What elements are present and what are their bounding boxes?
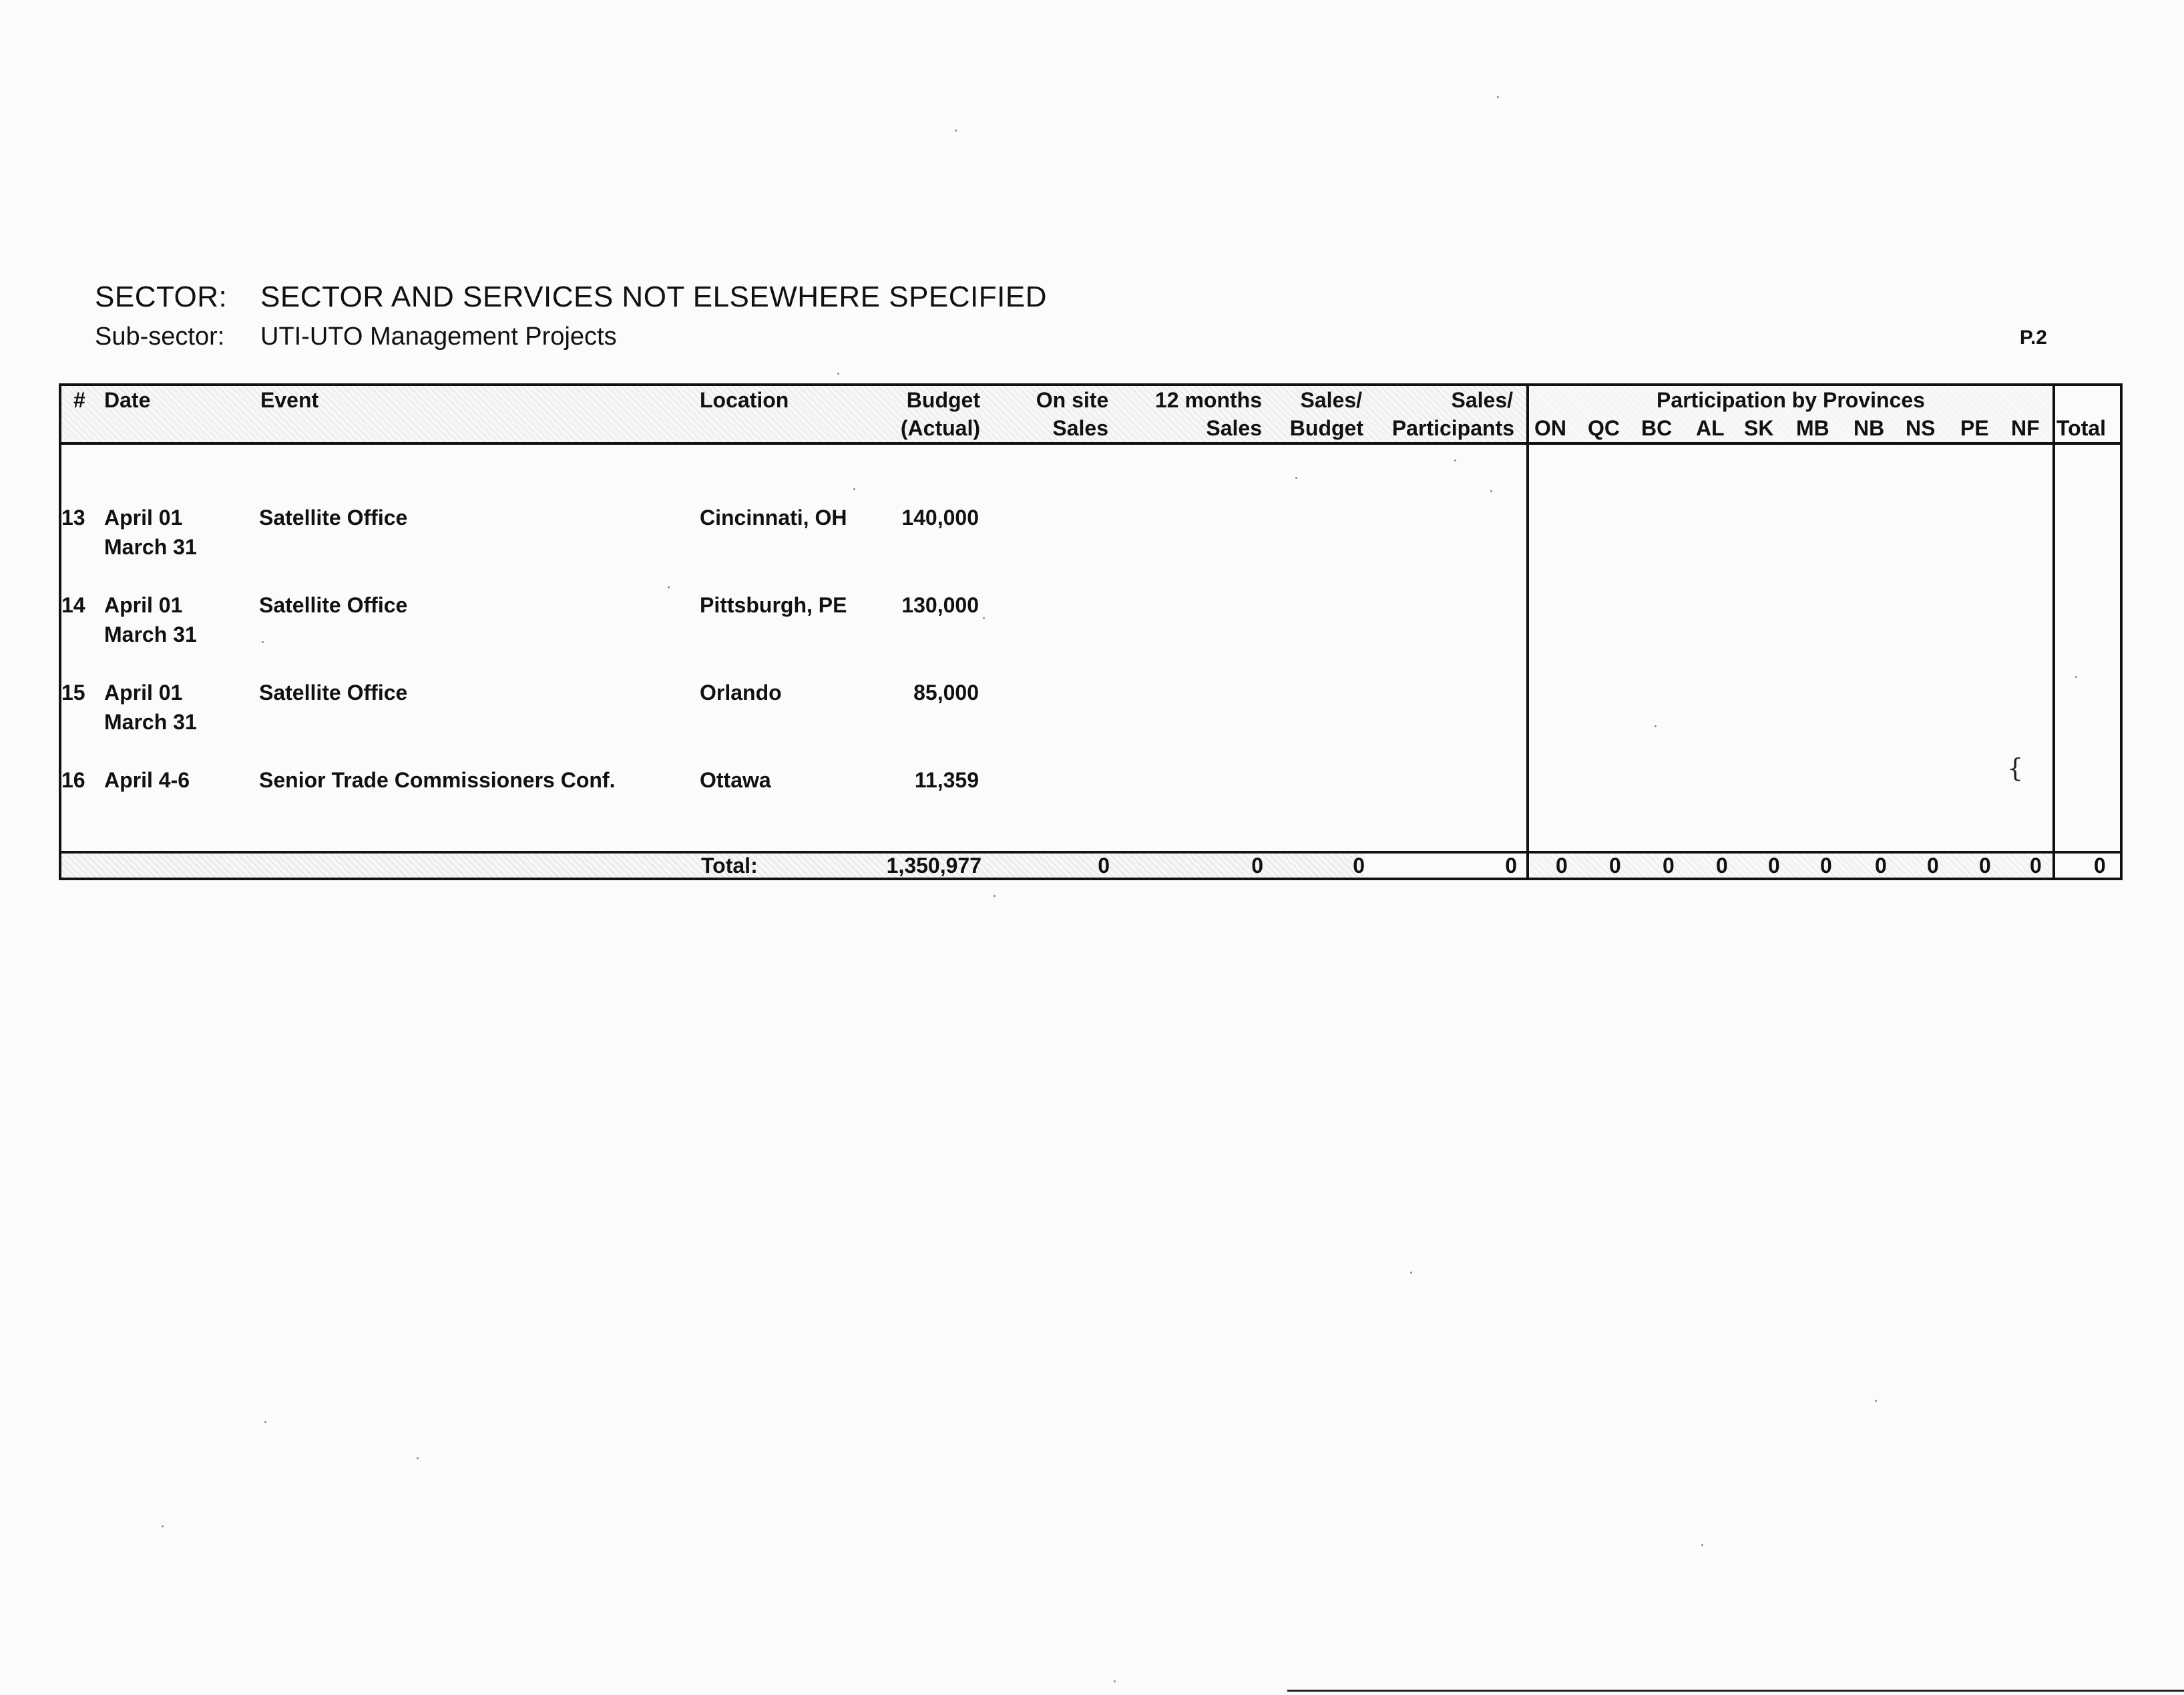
total-province: 0 [1556, 854, 1568, 878]
subsector-label: Sub-sector: [95, 323, 225, 351]
scan-speck [1701, 1544, 1703, 1546]
total-province: 0 [1768, 854, 1780, 878]
scan-speck [417, 1457, 419, 1459]
col-header-total: Total [2056, 416, 2107, 440]
col-header-sales-budget-2: Budget [1289, 416, 1363, 440]
total-province: 0 [1820, 854, 1832, 878]
scan-speck [262, 641, 264, 643]
col-header-12months-sales: Sales [1206, 416, 1262, 440]
row-event: Satellite Office [259, 506, 408, 530]
col-header-sales-participants-2: Participants [1391, 416, 1514, 440]
row-event: Senior Trade Commissioners Conf. [259, 768, 616, 792]
total-sales-participants: 0 [1505, 854, 1517, 878]
row-budget: 130,000 [901, 593, 979, 617]
col-header-province: QC [1588, 416, 1620, 440]
page-number: P.2 [2019, 327, 2047, 349]
grand-total: 0 [2094, 854, 2106, 878]
row-number: 15 [61, 681, 85, 705]
subsector-value: UTI-UTO Management Projects [260, 323, 617, 351]
col-header-province: AL [1696, 416, 1725, 440]
row-event: Satellite Office [259, 593, 408, 617]
col-header-province: SK [1744, 416, 1774, 440]
total-12months-sales: 0 [1251, 854, 1263, 878]
provinces-divider [1526, 383, 1529, 880]
col-header-location: Location [700, 388, 789, 412]
scan-speck [955, 130, 957, 132]
row-date-start: April 4-6 [104, 768, 190, 792]
col-header-event: Event [260, 388, 319, 412]
row-date-start: April 01 [104, 593, 183, 617]
row-budget: 11,359 [914, 768, 979, 792]
scan-speck [668, 586, 670, 588]
sector-heading [95, 280, 1047, 314]
col-header-province: BC [1641, 416, 1673, 440]
col-header-province: ON [1534, 416, 1566, 440]
scan-speck [1875, 1400, 1877, 1402]
sector-value: SECTOR AND SERVICES NOT ELSEWHERE SPECIFIED [260, 280, 1048, 313]
col-header-province: MB [1796, 416, 1829, 440]
row-date-end: March 31 [104, 622, 197, 646]
row-date-start: April 01 [104, 681, 183, 705]
row-location: Pittsburgh, PE [700, 593, 847, 617]
scan-speck [983, 617, 985, 619]
total-onsite-sales: 0 [1098, 854, 1110, 878]
sector-label: SECTOR: [95, 280, 228, 313]
total-province: 0 [1663, 854, 1675, 878]
row-budget: 140,000 [901, 506, 979, 530]
scan-speck [162, 1525, 164, 1527]
scan-speck [994, 895, 996, 897]
scan-speck [1490, 490, 1492, 492]
header-rule [59, 442, 2123, 445]
col-header-sales-participants: Sales/ [1451, 388, 1513, 412]
col-header-province: NS [1906, 416, 1936, 440]
row-number: 13 [61, 506, 85, 530]
row-date-end: March 31 [104, 710, 197, 734]
row-location: Cincinnati, OH [700, 506, 847, 530]
col-header-budget: Budget [906, 388, 980, 412]
scan-speck [2075, 676, 2077, 678]
scan-speck [837, 373, 839, 375]
col-header-province: NB [1853, 416, 1885, 440]
col-header-number: # [73, 388, 85, 412]
subsector-heading [95, 323, 617, 351]
scan-speck [853, 488, 855, 490]
scan-speck [1655, 725, 1657, 727]
row-date-start: April 01 [104, 506, 183, 530]
total-province: 0 [1875, 854, 1887, 878]
handwritten-mark: { [2007, 753, 2024, 783]
col-header-12months: 12 months [1154, 388, 1262, 412]
col-header-sales-budget: Sales/ [1300, 388, 1362, 412]
total-province: 0 [1716, 854, 1728, 878]
scan-speck [1410, 1272, 1412, 1274]
total-sales-budget: 0 [1353, 854, 1365, 878]
data-table [59, 383, 2123, 880]
scan-speck [1497, 96, 1499, 98]
total-column-divider [2052, 383, 2055, 880]
total-budget: 1,350,977 [886, 854, 981, 878]
total-label: Total: [701, 854, 758, 878]
col-header-participation: Participation by Provinces [1657, 388, 1925, 412]
bottom-edge-line [1287, 1690, 2184, 1692]
total-province: 0 [2030, 854, 2042, 878]
total-province: 0 [1927, 854, 1939, 878]
col-header-date: Date [104, 388, 151, 412]
col-header-province: NF [2011, 416, 2040, 440]
col-header-budget-actual: (Actual) [900, 416, 980, 440]
col-header-province: PE [1960, 416, 1989, 440]
scan-speck [1454, 459, 1456, 461]
col-header-onsite-sales: Sales [1052, 416, 1108, 440]
row-number: 14 [61, 593, 85, 617]
row-location: Ottawa [700, 768, 771, 792]
row-budget: 85,000 [913, 681, 979, 705]
row-date-end: March 31 [104, 535, 197, 559]
scan-speck [264, 1421, 266, 1423]
total-province: 0 [1609, 854, 1621, 878]
col-header-onsite: On site [1036, 388, 1109, 412]
scan-speck [1295, 477, 1297, 479]
row-number: 16 [61, 768, 85, 792]
scan-speck [1114, 1680, 1116, 1682]
row-location: Orlando [700, 681, 782, 705]
row-event: Satellite Office [259, 681, 408, 705]
total-province: 0 [1979, 854, 1991, 878]
